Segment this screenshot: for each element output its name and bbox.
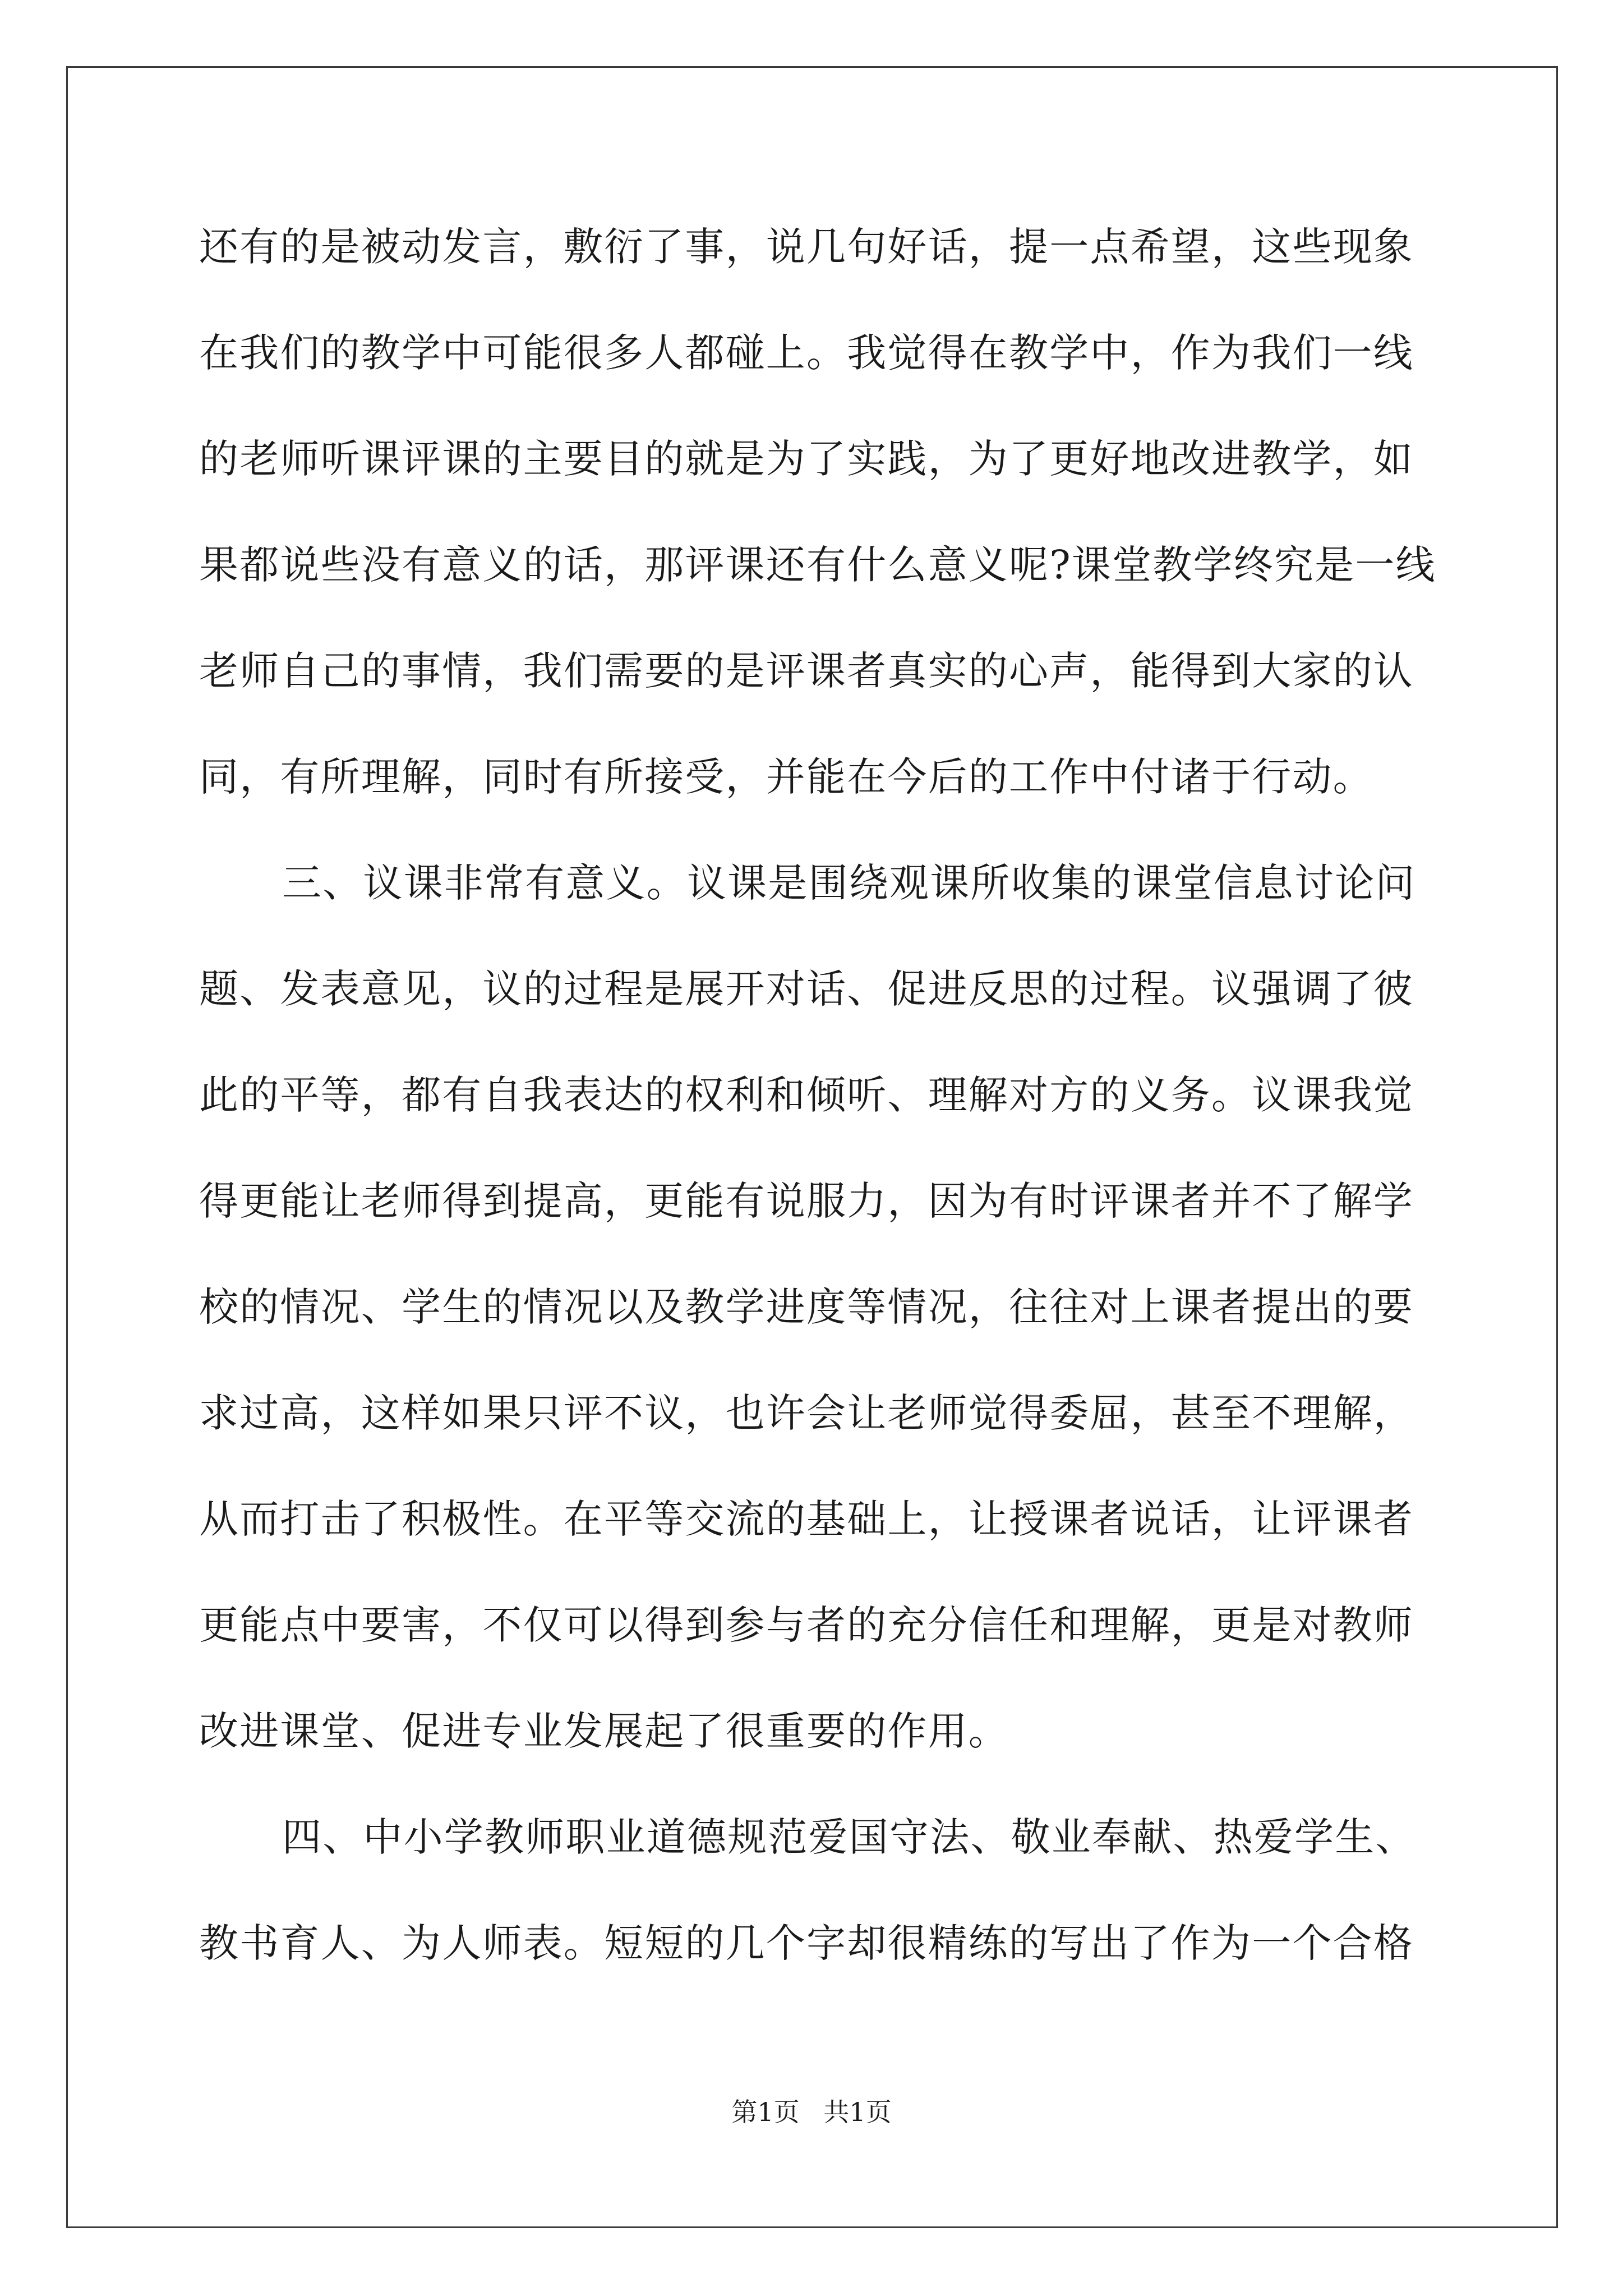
text-line: 同，有所理解，同时有所接受，并能在今后的工作中付诸于行动。 [199,754,1373,800]
text-line: 求过高，这样如果只评不议，也许会让老师觉得委屈，甚至不理解， [199,1390,1414,1436]
text-line: 还有的是被动发言，敷衍了事，说几句好话，提一点希望，这些现象 [199,224,1414,270]
text-line: 教书育人、为人师表。短短的几个字却很精练的写出了作为一个合格 [199,1920,1414,1966]
page-footer [0,2095,1623,2129]
text-line: 得更能让老师得到提高，更能有说服力，因为有时评课者并不了解学 [199,1178,1414,1224]
text-line: 老师自己的事情，我们需要的是评课者真实的心声，能得到大家的认 [199,648,1414,694]
document-body [199,216,1436,2018]
page-number-total: 共1页 [823,2097,892,2127]
text-line: 的老师听课评课的主要目的就是为了实践，为了更好地改进教学，如 [199,436,1414,482]
text-line: 改进课堂、促进专业发展起了很重要的作用。 [199,1708,1009,1754]
paragraph-start-line: 三、议课非常有意义。议课是围绕观课所收集的课堂信息讨论问 [282,860,1416,906]
text-line: 题、发表意见，议的过程是展开对话、促进反思的过程。议强调了彼 [199,966,1414,1012]
text-line: 在我们的教学中可能很多人都碰上。我觉得在教学中，作为我们一线 [199,330,1414,376]
text-line: 从而打击了积极性。在平等交流的基础上，让授课者说话，让评课者 [199,1496,1414,1542]
text-line: 果都说些没有意义的话，那评课还有什么意义呢?课堂教学终究是一线 [199,542,1436,588]
page-number-current: 第1页 [731,2097,800,2127]
text-line: 校的情况、学生的情况以及教学进度等情况，往往对上课者提出的要 [199,1284,1414,1330]
text-line: 更能点中要害，不仅可以得到参与者的充分信任和理解，更是对教师 [199,1602,1414,1648]
text-line: 此的平等，都有自我表达的权利和倾听、理解对方的义务。议课我觉 [199,1072,1414,1118]
paragraph-start-line: 四、中小学教师职业道德规范爱国守法、敬业奉献、热爱学生、 [282,1814,1416,1860]
